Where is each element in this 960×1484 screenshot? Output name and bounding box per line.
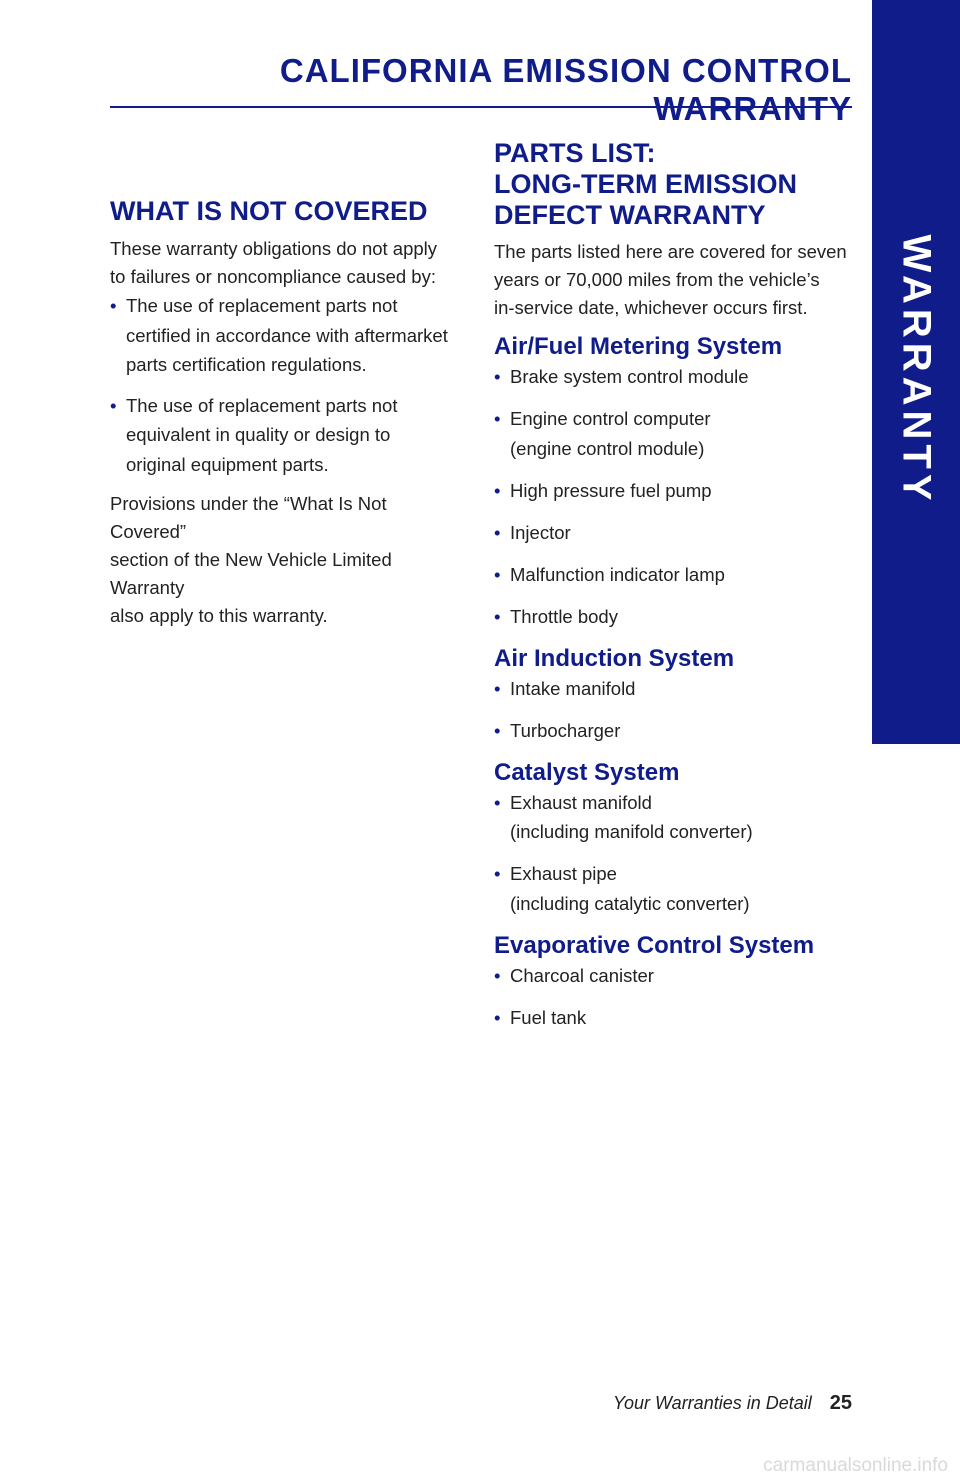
page-title: CALIFORNIA EMISSION CONTROL WARRANTY [279,52,852,127]
list-item: • Malfunction indicator lamp [494,560,854,590]
bullet-icon: • [494,521,501,543]
list-item: • Brake system control module [494,362,854,392]
page-footer [613,1392,852,1422]
list-item: • Engine control computer (engine control module) [494,404,854,463]
bullet-icon: • [494,1006,501,1028]
list-item: • High pressure fuel pump [494,476,854,506]
not-covered-list [110,291,460,479]
watermark: carmanualsonline.info [763,1455,948,1476]
not-covered-intro [110,235,460,291]
bullet-icon: • [494,863,501,884]
list-item: • Intake manifold [494,674,854,704]
section-catalyst [494,758,854,919]
list-item: • Charcoal canister [494,961,854,991]
bullet-icon: • [494,719,501,741]
left-column [110,196,460,630]
section-air-induction [494,644,854,746]
list-item: • Fuel tank [494,1003,854,1033]
bullet-icon: • [494,366,501,387]
intro-line: to failures or noncompliance caused by: [110,266,436,287]
header-divider [110,106,852,108]
page-header [110,52,852,127]
list-item: • Turbocharger [494,716,854,746]
intro-line: These warranty obligations do not apply [110,238,438,259]
list-item: • Exhaust manifold (including manifold converter) [494,788,854,847]
bullet-icon: • [494,964,501,986]
bullet-icon: • [494,563,501,585]
section-air-fuel-metering [494,332,854,631]
parts-list-heading: PARTS LIST: LONG-TERM EMISSION DEFECT WARRANTY [494,138,797,230]
right-column [494,138,854,1045]
section-title: Evaporative Control System [494,931,815,959]
footer-label: Your Warranties in Detail [612,1393,812,1413]
provisions-note: Provisions under the “What Is Not Covered” section of the New Vehicle Limited Warranty also apply to this warranty. [110,493,392,626]
side-section-tab [872,0,960,744]
bullet-icon: • [110,295,117,316]
bullet-icon: • [494,408,501,429]
list-item: • Throttle body [494,602,854,632]
bullet-icon: • [494,479,501,501]
list-item: • Injector [494,518,854,548]
section-title: Air/Fuel Metering System [494,333,783,360]
bullet-icon: • [494,791,501,813]
bullet-icon: • [494,677,501,699]
section-evaporative-control [494,931,854,1033]
section-title: Catalyst System [494,758,680,786]
list-item: • Exhaust pipe (including catalytic converter) [494,859,854,918]
section-title: Air Induction System [494,644,735,672]
not-covered-heading: WHAT IS NOT COVERED [110,196,428,226]
parts-list-intro: The parts listed here are covered for seven years or 70,000 miles from the vehicle’s in-service date, whichever occurs first. [494,241,847,318]
bullet-icon: • [110,394,117,416]
page-number: 25 [829,1392,852,1414]
list-item: • The use of replacement parts not equivalent in quality or design to original equipment parts. [110,391,460,480]
bullet-icon: • [494,605,501,627]
side-tab-label: WARRANTY [894,234,939,506]
list-item: • The use of replacement parts not certified in accordance with aftermarket parts certification regulations. [110,291,460,380]
